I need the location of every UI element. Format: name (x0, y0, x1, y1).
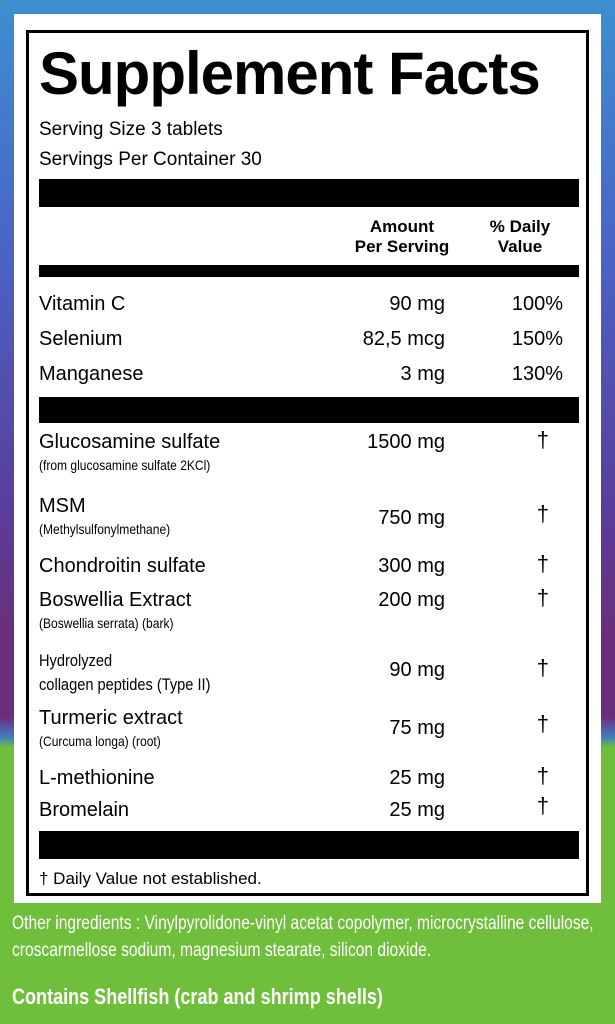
nutrient-amount: 3 mg (400, 363, 445, 385)
amount-header-line2: Per Serving (354, 237, 450, 256)
ingredient-note: (Curcuma longa) (root) (39, 733, 161, 749)
dv-header (475, 217, 565, 257)
ingredient-name: Chondroitin sulfate (39, 555, 206, 577)
ingredient-dv: † (536, 655, 549, 680)
table-row (39, 651, 579, 701)
ingredient-dv: † (536, 551, 549, 576)
nutrient-name: Selenium (39, 328, 123, 350)
ingredient-dv: † (536, 763, 549, 788)
serving-size: Serving Size 3 tablets (39, 119, 223, 140)
ingredient-note: (Methylsulfonylmethane) (39, 521, 171, 537)
other-ingredients (12, 910, 615, 964)
ingredient-name: MSM (39, 495, 86, 517)
ingredient-note: collagen peptides (Type II) (39, 675, 211, 694)
ingredient-name: L-methionine (39, 767, 155, 789)
panel-title: Supplement Facts (39, 40, 540, 107)
nutrient-name: Vitamin C (39, 293, 126, 315)
ingredient-name: Glucosamine sulfate (39, 431, 221, 453)
ingredient-note: (Boswellia serrata) (bark) (39, 615, 174, 631)
other-ingredients-line2: croscarmellose sodium, magnesium stearate, silicon dioxide. (12, 940, 432, 961)
supplement-facts-panel (26, 30, 589, 896)
ingredient-dv: † (536, 501, 549, 526)
ingredient-dv: † (536, 585, 549, 610)
table-row (39, 427, 579, 481)
ingredient-name: Turmeric extract (39, 707, 183, 729)
table-row (39, 707, 579, 757)
ingredient-amount: 200 mg (378, 589, 445, 611)
daily-value-footnote: † Daily Value not established. (39, 869, 262, 888)
ingredient-name: Boswellia Extract (39, 589, 192, 611)
amount-header (347, 217, 457, 257)
ingredient-amount: 750 mg (378, 507, 445, 529)
thick-divider (39, 179, 579, 207)
nutrient-dv: 100% (511, 293, 563, 315)
table-row (39, 793, 579, 831)
dv-header-line1: % Daily (489, 217, 551, 236)
thick-divider (39, 397, 579, 423)
nutrient-name: Manganese (39, 363, 144, 385)
table-row (39, 553, 579, 585)
ingredient-name: Bromelain (39, 799, 130, 821)
ingredient-amount: 90 mg (389, 659, 445, 681)
allergen-statement: Contains Shellfish (crab and shrimp shells) (12, 984, 383, 1009)
table-row (39, 763, 579, 799)
table-row (39, 585, 579, 639)
ingredient-amount: 25 mg (389, 799, 445, 821)
table-row (39, 293, 579, 325)
amount-header-line1: Amount (369, 217, 435, 236)
other-ingredients-line1: Other ingredients : Vinylpyrolidone-vinyl acetat copolymer, microcrystalline cellulose, (12, 913, 594, 934)
ingredient-dv: † (536, 427, 549, 452)
header-divider (39, 265, 579, 277)
ingredient-note: (from glucosamine sulfate 2KCl) (39, 457, 211, 473)
nutrient-dv: 150% (511, 328, 563, 350)
ingredient-amount: 300 mg (378, 555, 445, 577)
ingredient-name: Hydrolyzed (39, 651, 113, 670)
ingredient-amount: 75 mg (389, 717, 445, 739)
dv-header-line2: Value (497, 237, 543, 256)
servings-per-container: Servings Per Container 30 (39, 149, 262, 170)
nutrient-dv: 130% (511, 363, 563, 385)
ingredient-dv: † (536, 711, 549, 736)
table-row (39, 495, 579, 545)
ingredient-amount: 1500 mg (367, 431, 445, 453)
ingredient-dv: † (536, 793, 549, 818)
table-row (39, 363, 579, 395)
ingredient-amount: 25 mg (389, 767, 445, 789)
nutrient-amount: 82,5 mcg (362, 328, 445, 350)
table-row (39, 328, 579, 360)
thick-divider (39, 831, 579, 859)
nutrient-amount: 90 mg (389, 293, 445, 315)
